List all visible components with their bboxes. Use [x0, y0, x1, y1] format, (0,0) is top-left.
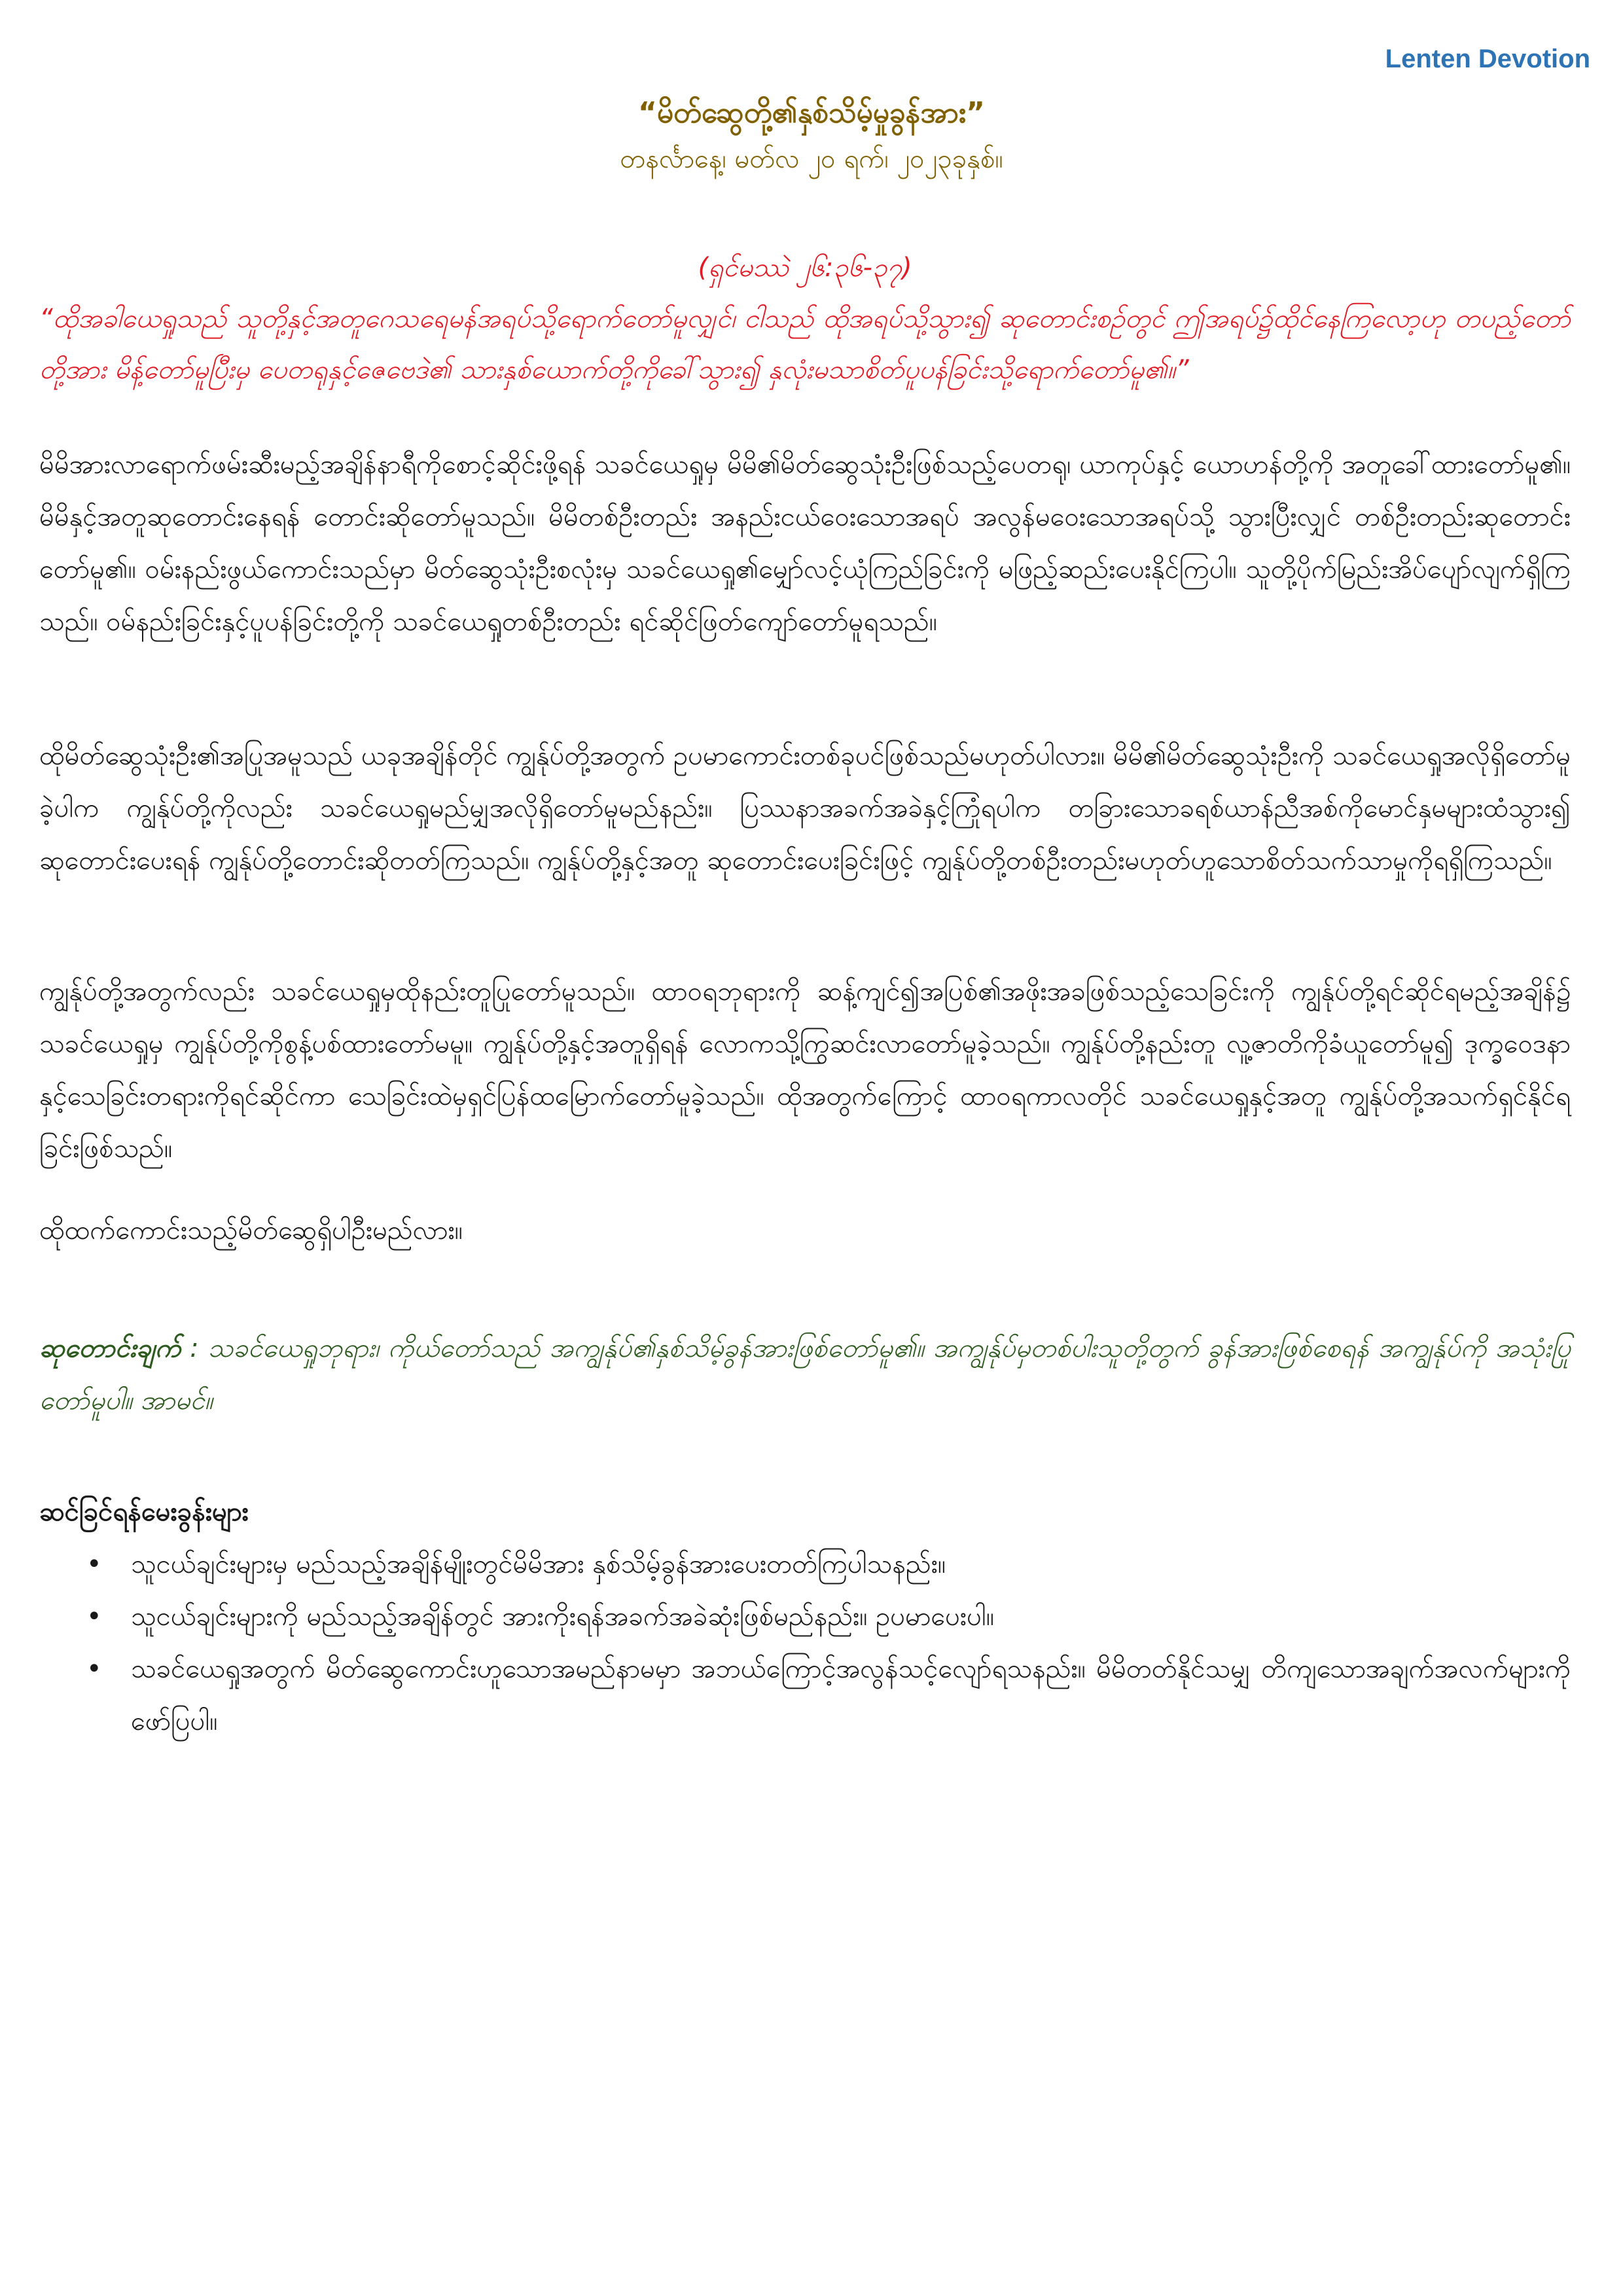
- prayer-separator: :: [181, 1333, 208, 1363]
- question-text: သူငယ်ချင်းများကို မည်သည့်အချိန်တွင် အားကိုးရန်အခက်အခဲဆုံးဖြစ်မည်နည်း။ ဥပမာပေးပါ။: [131, 1602, 994, 1632]
- paragraph-1: မိမိအားလာရောက်ဖမ်းဆီးမည့်အချိန်နာရီကိုစောင့်ဆိုင်းဖို့ရန် သခင်ယေရှုမှ မိမိ၏မိတ်ဆွေသုံးဦးဖြစ်သည့်ပေတရု၊ ယာကုပ်နှင့် ယောဟန်တို့ကို အတူခေါ်ထားတော်မူ၏။ မိမိနှင့်အတူဆုတောင်းနေရန် တောင်းဆိုတော်မူသည်။ မိမိတစ်ဦးတည်း အနည်းငယ်ဝေးသောအရပ် အလွန်မဝေးသောအရပ်သို့ သွားပြီးလျှင် တစ်ဦးတည်းဆုတောင်းတော်မူ၏။ ဝမ်းနည်းဖွယ်ကောင်းသည်မှာ မိတ်ဆွေသုံးဦးစလုံးမှ သခင်ယေရှု၏မျှော်လင့်ယုံကြည်ခြင်းကို မဖြည့်ဆည်းပေးနိုင်ကြပါ။ သူတို့ပိုက်မြည်းအိပ်ပျော်လျက်ရှိကြသည်။ ဝမ်နည်းခြင်းနှင့်ပူပန်ခြင်းတို့ကို သခင်ယေရှုတစ်ဦးတည်း ရင်ဆိုင်ဖြတ်ကျော်တော်မူရသည်။: [39, 450, 1571, 637]
- question-list: [39, 1538, 1571, 1748]
- scripture-reference: (ရှင်မဿဲ ၂၆:၃၆-၃၇): [698, 253, 912, 283]
- page-title: “မိတ်ဆွေတို့၏နှစ်သိမ့်မှုခွန်အား”: [637, 96, 986, 130]
- question-text: သခင်ယေရှုအတွက် မိတ်ဆွေကောင်းဟူသောအမည်နာမမှာ အဘယ်ကြောင့်အလွန်သင့်လျော်ရသနည်း။ မိမိတတ်နိုင်သမျှ တိကျသောအချက်အလက်များကိုဖော်ပြပါ။: [131, 1654, 1571, 1736]
- scripture-text: “ထိုအခါယေရှုသည် သူတို့နှင့်အတူဂေသရေမန်အရပ်သို့ရောက်တော်မူလျှင်၊ ငါသည် ထိုအရပ်သို့သွား၍ ဆုတောင်းစဉ်တွင် ဤအရပ်၌ထိုင်နေကြလော့ဟု တပည့်တော်တို့အား မိန့်တော်မူပြီးမှ ပေတရုနှင့်ဇေဗေဒဲ၏ သားနှစ်ယောက်တို့ကိုခေါ်သွား၍ နှလုံးမသာစိတ်ပူပန်ခြင်းသို့ရောက်တော်မူ၏။”: [39, 304, 1571, 385]
- prayer-label: ဆုတောင်းချက်: [39, 1333, 181, 1363]
- question-text: သူငယ်ချင်းများမှ မည်သည့်အချိန်မျိုးတွင်မိမိအား နှစ်သိမ့်ခွန်အားပေးတတ်ကြပါသနည်း။: [131, 1549, 946, 1579]
- paragraph-4: ထိုထက်ကောင်းသည့်မိတ်ဆွေရှိပါဦးမည်လား။: [39, 1215, 463, 1246]
- header-label: Lenten Devotion: [1385, 45, 1590, 73]
- paragraph-2: ထိုမိတ်ဆွေသုံးဦး၏အပြုအမူသည် ယခုအချိန်တိုင် ကျွန်ုပ်တို့အတွက် ဥပမာကောင်းတစ်ခုပင်ဖြစ်သည်မဟုတ်ပါလား။ မိမိ၏မိတ်ဆွေသုံးဦးကို သခင်ယေရှုအလိုရှိတော်မူခဲ့ပါက ကျွန်ုပ်တို့ကိုလည်း သခင်ယေရှုမည်မျှအလိုရှိတော်မူမည်နည်း။ ပြဿနာအခက်အခဲနှင့်ကြုံရပါက တခြားသောခရစ်ယာန်ညီအစ်ကိုမောင်နှမများထံသွား၍ ဆုတောင်းပေးရန် ကျွန်ုပ်တို့တောင်းဆိုတတ်ကြသည်။ ကျွန်ုပ်တို့နှင့်အတူ ဆုတောင်းပေးခြင်းဖြင့် ကျွန်ုပ်တို့တစ်ဦးတည်းမဟုတ်ဟူသောစိတ်သက်သာမှုကိုရရှိကြသည်။: [39, 741, 1571, 876]
- bullet-icon: •: [86, 1549, 102, 1579]
- list-item: [39, 1643, 1571, 1748]
- scripture-block: [39, 242, 1571, 395]
- questions-heading: ဆင်ခြင်ရန်မေးခွန်းများ: [39, 1497, 249, 1527]
- page-date: တနင်္လာနေ့၊ မတ်လ ၂၀ ရက်၊ ၂၀၂၃ခုနှစ်။: [620, 144, 1003, 174]
- title-block: [0, 92, 1623, 181]
- prayer-block: [39, 1322, 1571, 1427]
- bullet-icon: •: [86, 1654, 102, 1684]
- paragraph-3: ကျွန်ုပ်တို့အတွက်လည်း သခင်ယေရှုမှထိုနည်းတူပြုတော်မူသည်။ ထာဝရဘုရားကို ဆန့်ကျင်၍အပြစ်၏အဖိုးအခဖြစ်သည့်သေခြင်းကို ကျွန်ုပ်တို့ရင်ဆိုင်ရမည့်အချိန်၌ သခင်ယေရှုမှ ကျွန်ုပ်တို့ကိုစွန့်ပစ်ထားတော်မမူ။ ကျွန်ုပ်တို့နှင့်အတူရှိရန် လောကသို့ကြွဆင်းလာတော်မူခဲ့သည်။ ကျွန်ုပ်တို့နည်းတူ လူ့ဇာတိကိုခံယူတော်မူ၍ ဒုက္ခဝေဒနာနှင့်သေခြင်းတရားကိုရင်ဆိုင်ကာ သေခြင်းထဲမှရှင်ပြန်ထမြောက်တော်မူခဲ့သည်။ ထိုအတွက်ကြောင့် ထာဝရကာလတိုင် သခင်ယေရှုနှင့်အတူ ကျွန်ုပ်တို့အသက်ရှင်နိုင်ရခြင်းဖြစ်သည်။: [39, 977, 1571, 1164]
- questions-section: [39, 1486, 1571, 1748]
- list-item: [39, 1590, 1571, 1643]
- prayer-text: သခင်ယေရှုဘုရား၊ ကိုယ်တော်သည် အကျွန်ုပ်၏နှစ်သိမ့်ခွန်အားဖြစ်တော်မူ၏။ အကျွန်ုပ်မှတစ်ပါးသူတို့တွက် ခွန်အားဖြစ်စေရန် အကျွန်ုပ်ကို အသုံးပြုတော်မူပါ။ အာမင်။: [39, 1333, 1571, 1416]
- bullet-icon: •: [86, 1602, 102, 1632]
- list-item: [39, 1538, 1571, 1590]
